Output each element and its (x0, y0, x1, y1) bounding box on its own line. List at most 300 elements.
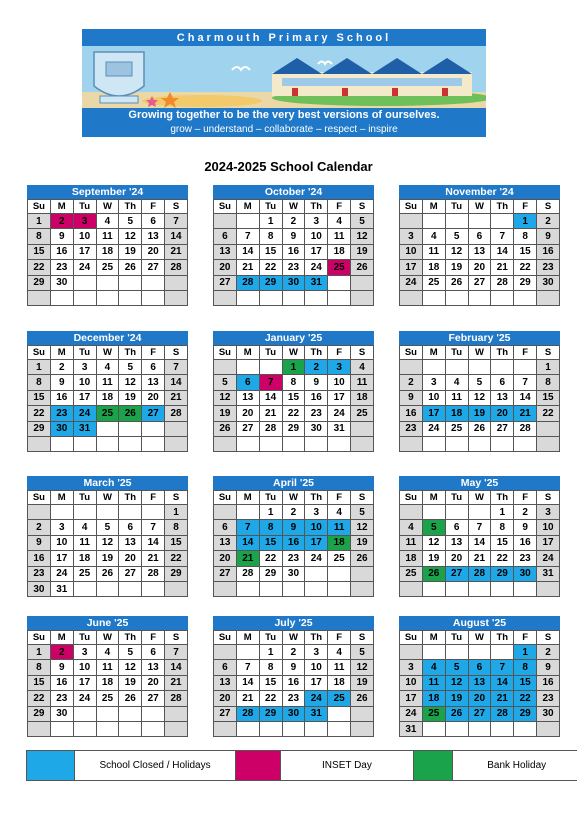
day-cell: 31 (305, 706, 328, 721)
day-cell: 9 (537, 660, 560, 675)
day-cell: 26 (119, 691, 142, 706)
month-grid (399, 490, 560, 597)
day-cell: 28 (491, 275, 514, 290)
day-cell: 24 (305, 551, 328, 566)
day-cell: 21 (165, 675, 188, 690)
weekday-header: Su (214, 200, 237, 214)
legend-label-inset: INSET Day (281, 751, 413, 780)
day-cell: 4 (422, 660, 445, 675)
weekday-header: W (468, 491, 491, 505)
day-cell: 11 (328, 229, 351, 244)
day-cell: 5 (422, 520, 445, 535)
day-cell: 7 (491, 660, 514, 675)
day-cell: 16 (282, 535, 305, 550)
weekday-header: Th (119, 631, 142, 645)
day-cell: 13 (468, 244, 491, 259)
day-cell: 22 (514, 260, 537, 275)
empty-cell (165, 706, 188, 721)
empty-cell (214, 214, 237, 229)
empty-cell (50, 436, 73, 451)
day-cell: 8 (282, 375, 305, 390)
day-cell: 16 (50, 244, 73, 259)
day-cell: 21 (491, 260, 514, 275)
empty-cell (422, 214, 445, 229)
empty-cell (445, 721, 468, 736)
day-cell: 28 (236, 566, 259, 581)
empty-cell (214, 505, 237, 520)
empty-cell (400, 581, 423, 596)
day-cell: 27 (119, 566, 142, 581)
weekday-header: M (50, 200, 73, 214)
empty-cell (400, 360, 423, 375)
day-cell: 27 (142, 691, 165, 706)
day-cell: 19 (214, 406, 237, 421)
day-cell: 5 (119, 360, 142, 375)
day-cell: 3 (73, 645, 96, 660)
day-cell: 4 (351, 360, 374, 375)
day-cell: 27 (491, 421, 514, 436)
day-cell: 22 (28, 406, 51, 421)
empty-cell (96, 581, 119, 596)
empty-cell (351, 290, 374, 305)
empty-cell (73, 581, 96, 596)
day-cell: 23 (50, 260, 73, 275)
day-cell: 24 (537, 551, 560, 566)
empty-cell (119, 721, 142, 736)
day-cell: 19 (351, 244, 374, 259)
day-cell: 23 (305, 406, 328, 421)
day-cell: 13 (214, 675, 237, 690)
day-cell: 11 (96, 660, 119, 675)
day-cell: 29 (28, 275, 51, 290)
empty-cell (214, 436, 237, 451)
empty-cell (142, 421, 165, 436)
day-cell: 23 (400, 421, 423, 436)
day-cell: 18 (422, 260, 445, 275)
weekday-header: F (514, 346, 537, 360)
empty-cell (422, 721, 445, 736)
day-cell: 14 (142, 535, 165, 550)
day-cell: 18 (96, 244, 119, 259)
empty-cell (28, 721, 51, 736)
day-cell: 17 (537, 535, 560, 550)
day-cell: 23 (282, 551, 305, 566)
weekday-header: Tu (73, 200, 96, 214)
weekday-header: W (282, 346, 305, 360)
day-cell: 20 (142, 675, 165, 690)
empty-cell (165, 275, 188, 290)
day-cell: 10 (537, 520, 560, 535)
day-cell: 1 (491, 505, 514, 520)
empty-cell (28, 290, 51, 305)
day-cell: 5 (119, 214, 142, 229)
empty-cell (351, 581, 374, 596)
weekday-header: S (537, 200, 560, 214)
day-cell: 29 (514, 275, 537, 290)
day-cell: 16 (50, 390, 73, 405)
day-cell: 11 (73, 535, 96, 550)
day-cell: 25 (445, 421, 468, 436)
day-cell: 26 (96, 566, 119, 581)
day-cell: 23 (50, 691, 73, 706)
day-cell: 14 (259, 390, 282, 405)
day-cell: 10 (422, 390, 445, 405)
weekday-header: Su (28, 631, 51, 645)
empty-cell (214, 645, 237, 660)
day-cell: 16 (537, 675, 560, 690)
day-cell: 14 (514, 390, 537, 405)
empty-cell (351, 706, 374, 721)
day-cell: 3 (73, 214, 96, 229)
empty-cell (28, 436, 51, 451)
day-cell: 29 (259, 566, 282, 581)
empty-cell (165, 721, 188, 736)
empty-cell (73, 721, 96, 736)
day-cell: 25 (351, 406, 374, 421)
day-cell: 20 (491, 406, 514, 421)
weekday-header: Tu (445, 200, 468, 214)
empty-cell (282, 581, 305, 596)
empty-cell (445, 505, 468, 520)
day-cell: 16 (28, 551, 51, 566)
day-cell: 6 (468, 660, 491, 675)
day-cell: 7 (236, 520, 259, 535)
day-cell: 14 (491, 675, 514, 690)
weekday-header: S (165, 491, 188, 505)
weekday-header: W (282, 491, 305, 505)
day-cell: 18 (96, 390, 119, 405)
empty-cell (119, 290, 142, 305)
day-cell: 20 (142, 244, 165, 259)
month-title: June '25 (27, 616, 188, 630)
day-cell: 9 (282, 520, 305, 535)
day-cell: 22 (28, 260, 51, 275)
day-cell: 20 (142, 390, 165, 405)
day-cell: 29 (514, 706, 537, 721)
empty-cell (491, 581, 514, 596)
day-cell: 30 (282, 566, 305, 581)
empty-cell (73, 706, 96, 721)
day-cell: 7 (165, 360, 188, 375)
empty-cell (96, 505, 119, 520)
day-cell: 22 (259, 551, 282, 566)
day-cell: 6 (142, 645, 165, 660)
day-cell: 31 (73, 421, 96, 436)
day-cell: 22 (28, 691, 51, 706)
day-cell: 3 (537, 505, 560, 520)
month-title: December '24 (27, 331, 188, 345)
day-cell: 21 (236, 691, 259, 706)
day-cell: 26 (445, 275, 468, 290)
day-cell: 19 (96, 551, 119, 566)
day-cell: 18 (328, 535, 351, 550)
empty-cell (537, 436, 560, 451)
day-cell: 30 (514, 566, 537, 581)
empty-cell (96, 290, 119, 305)
month-grid (399, 345, 560, 452)
day-cell: 24 (305, 260, 328, 275)
day-cell: 11 (351, 375, 374, 390)
empty-cell (142, 290, 165, 305)
day-cell: 14 (236, 535, 259, 550)
day-cell: 28 (165, 406, 188, 421)
weekday-header: S (351, 346, 374, 360)
day-cell: 28 (142, 566, 165, 581)
empty-cell (400, 290, 423, 305)
day-cell: 29 (491, 566, 514, 581)
day-cell: 26 (468, 421, 491, 436)
day-cell: 13 (468, 675, 491, 690)
day-cell: 11 (96, 375, 119, 390)
day-cell: 4 (96, 360, 119, 375)
weekday-header: S (351, 631, 374, 645)
day-cell: 8 (259, 520, 282, 535)
day-cell: 27 (468, 275, 491, 290)
day-cell: 7 (165, 645, 188, 660)
day-cell: 17 (305, 244, 328, 259)
empty-cell (214, 721, 237, 736)
day-cell: 26 (119, 260, 142, 275)
day-cell: 26 (351, 260, 374, 275)
day-cell: 7 (142, 520, 165, 535)
day-cell: 19 (445, 260, 468, 275)
day-cell: 31 (400, 721, 423, 736)
weekday-header: M (50, 631, 73, 645)
day-cell: 15 (537, 390, 560, 405)
day-cell: 7 (491, 229, 514, 244)
month-calendar (213, 476, 374, 597)
day-cell: 18 (328, 675, 351, 690)
day-cell: 24 (400, 275, 423, 290)
day-cell: 2 (50, 360, 73, 375)
day-cell: 30 (282, 706, 305, 721)
day-cell: 9 (282, 660, 305, 675)
weekday-header: Tu (259, 200, 282, 214)
empty-cell (142, 505, 165, 520)
month-grid (27, 345, 188, 452)
weekday-header: Tu (259, 346, 282, 360)
day-cell: 11 (422, 244, 445, 259)
month-grid (399, 199, 560, 306)
day-cell: 13 (119, 535, 142, 550)
month-title: April '25 (213, 476, 374, 490)
day-cell: 23 (514, 551, 537, 566)
empty-cell (422, 505, 445, 520)
day-cell: 16 (305, 390, 328, 405)
empty-cell (119, 706, 142, 721)
day-cell: 28 (165, 691, 188, 706)
month-calendar (399, 616, 560, 737)
empty-cell (400, 214, 423, 229)
day-cell: 3 (50, 520, 73, 535)
day-cell: 16 (514, 535, 537, 550)
day-cell: 10 (400, 675, 423, 690)
day-cell: 23 (537, 691, 560, 706)
empty-cell (468, 214, 491, 229)
day-cell: 15 (259, 675, 282, 690)
day-cell: 26 (422, 566, 445, 581)
day-cell: 20 (236, 406, 259, 421)
day-cell: 5 (468, 375, 491, 390)
day-cell: 25 (328, 260, 351, 275)
empty-cell (468, 290, 491, 305)
weekday-header: Tu (445, 346, 468, 360)
day-cell: 26 (351, 691, 374, 706)
month-title: October '24 (213, 185, 374, 199)
day-cell: 22 (282, 406, 305, 421)
month-calendar (213, 185, 374, 306)
empty-cell (96, 706, 119, 721)
month-grid (27, 490, 188, 597)
day-cell: 14 (165, 660, 188, 675)
day-cell: 15 (28, 390, 51, 405)
empty-cell (119, 505, 142, 520)
month-calendar (213, 331, 374, 452)
empty-cell (468, 581, 491, 596)
weekday-header: Th (305, 631, 328, 645)
day-cell: 30 (50, 706, 73, 721)
month-calendar (399, 185, 560, 306)
legend-swatch-bank (414, 751, 454, 780)
day-cell: 9 (50, 660, 73, 675)
day-cell: 19 (119, 390, 142, 405)
day-cell: 2 (282, 214, 305, 229)
day-cell: 10 (73, 229, 96, 244)
empty-cell (142, 436, 165, 451)
weekday-header: Th (119, 200, 142, 214)
day-cell: 1 (514, 645, 537, 660)
weekday-header: Tu (445, 491, 468, 505)
day-cell: 24 (305, 691, 328, 706)
weekday-header: S (351, 491, 374, 505)
day-cell: 21 (165, 390, 188, 405)
empty-cell (305, 721, 328, 736)
day-cell: 27 (468, 706, 491, 721)
empty-cell (468, 645, 491, 660)
empty-cell (514, 436, 537, 451)
weekday-header: M (236, 200, 259, 214)
day-cell: 3 (305, 645, 328, 660)
empty-cell (422, 290, 445, 305)
empty-cell (165, 421, 188, 436)
empty-cell (514, 581, 537, 596)
weekday-header: F (328, 491, 351, 505)
empty-cell (165, 290, 188, 305)
day-cell: 16 (282, 675, 305, 690)
day-cell: 24 (328, 406, 351, 421)
empty-cell (73, 290, 96, 305)
month-grid (27, 199, 188, 306)
day-cell: 24 (400, 706, 423, 721)
day-cell: 31 (305, 275, 328, 290)
day-cell: 11 (96, 229, 119, 244)
day-cell: 10 (50, 535, 73, 550)
empty-cell (351, 721, 374, 736)
day-cell: 1 (259, 505, 282, 520)
day-cell: 30 (50, 275, 73, 290)
school-banner (82, 29, 486, 137)
day-cell: 25 (328, 691, 351, 706)
day-cell: 17 (305, 535, 328, 550)
day-cell: 2 (514, 505, 537, 520)
month-title: February '25 (399, 331, 560, 345)
day-cell: 12 (119, 229, 142, 244)
empty-cell (445, 581, 468, 596)
day-cell: 29 (259, 275, 282, 290)
month-grid (213, 345, 374, 452)
empty-cell (259, 360, 282, 375)
day-cell: 21 (142, 551, 165, 566)
day-cell: 6 (119, 520, 142, 535)
empty-cell (282, 436, 305, 451)
weekday-header: W (468, 631, 491, 645)
day-cell: 5 (351, 505, 374, 520)
day-cell: 1 (28, 645, 51, 660)
day-cell: 15 (28, 244, 51, 259)
day-cell: 4 (400, 520, 423, 535)
day-cell: 23 (28, 566, 51, 581)
day-cell: 21 (468, 551, 491, 566)
weekday-header: M (422, 631, 445, 645)
day-cell: 27 (236, 421, 259, 436)
day-cell: 14 (236, 675, 259, 690)
day-cell: 7 (259, 375, 282, 390)
month-title: July '25 (213, 616, 374, 630)
day-cell: 8 (28, 660, 51, 675)
day-cell: 25 (96, 691, 119, 706)
empty-cell (468, 360, 491, 375)
month-title: November '24 (399, 185, 560, 199)
day-cell: 6 (142, 360, 165, 375)
empty-cell (236, 581, 259, 596)
weekday-header: F (514, 491, 537, 505)
day-cell: 24 (422, 421, 445, 436)
empty-cell (537, 421, 560, 436)
month-title: September '24 (27, 185, 188, 199)
day-cell: 27 (142, 260, 165, 275)
day-cell: 26 (351, 551, 374, 566)
day-cell: 5 (351, 645, 374, 660)
weekday-header: Su (400, 631, 423, 645)
empty-cell (282, 290, 305, 305)
day-cell: 27 (214, 706, 237, 721)
day-cell: 9 (28, 535, 51, 550)
day-cell: 12 (445, 675, 468, 690)
empty-cell (96, 721, 119, 736)
empty-cell (351, 436, 374, 451)
empty-cell (96, 421, 119, 436)
month-title: January '25 (213, 331, 374, 345)
legend (26, 750, 577, 781)
empty-cell (422, 360, 445, 375)
weekday-header: Th (491, 631, 514, 645)
day-cell: 22 (491, 551, 514, 566)
weekday-header: F (328, 346, 351, 360)
weekday-header: W (96, 491, 119, 505)
empty-cell (73, 505, 96, 520)
day-cell: 1 (514, 214, 537, 229)
empty-cell (119, 436, 142, 451)
empty-cell (142, 581, 165, 596)
day-cell: 10 (305, 520, 328, 535)
empty-cell (259, 581, 282, 596)
empty-cell (96, 436, 119, 451)
empty-cell (468, 505, 491, 520)
day-cell: 22 (259, 260, 282, 275)
month-title: May '25 (399, 476, 560, 490)
weekday-header: Su (400, 491, 423, 505)
weekday-header: Su (214, 631, 237, 645)
